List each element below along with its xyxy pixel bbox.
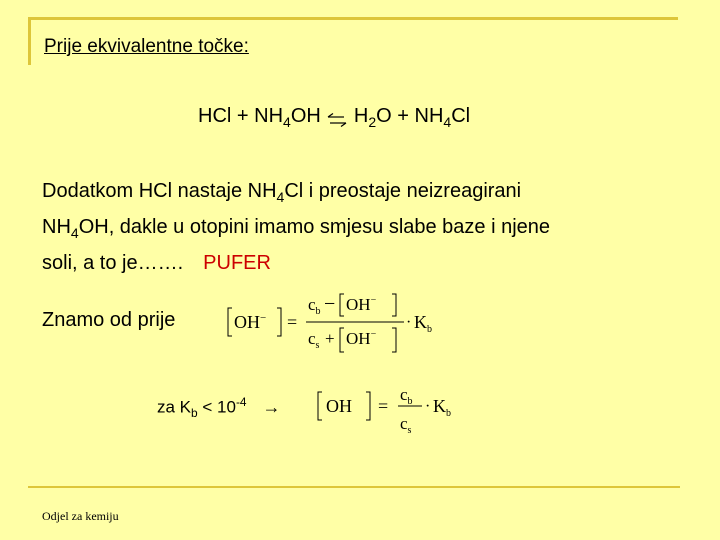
reaction-right: $H_2O + NH_4Cl$ (348, 105, 471, 130)
kb-condition: za $K_b < 10^{-4}$ → (157, 395, 281, 421)
svg-text:=: = (287, 312, 298, 332)
paragraph-line-1: Dodatkom HCl nastaje $NH_4Cl$ i preostaje neizreagirani (42, 180, 522, 205)
frame-left-line (28, 17, 31, 65)
reaction-left: HCl + $NH_4OH$ (198, 105, 327, 130)
svg-text:+: + (325, 329, 335, 348)
svg-text:Kb: $K_b$ (433, 396, 451, 419)
frame-bottom-line (28, 486, 680, 488)
svg-text:−: − (324, 293, 336, 315)
svg-text:OH−: OH− (346, 295, 377, 314)
svg-text:cb: $c_b$ (400, 385, 413, 407)
explanation-paragraph (42, 176, 702, 278)
frame-top-line (28, 17, 678, 20)
svg-text:cb: $c_b$ (308, 295, 321, 317)
svg-text:cs: $c_s$ (308, 329, 320, 351)
svg-text:·: · (406, 314, 412, 331)
footer-department: Odjel za kemiju (42, 509, 119, 523)
svg-text:cs: $c_s$ (400, 414, 412, 436)
right-arrow-icon: → (262, 396, 281, 417)
paragraph-line-2: $NH_4OH$, dakle u otopini imamo smjesu slabe baze i njene (42, 216, 551, 241)
formula-oh-simplified (312, 380, 472, 442)
known-label: Znamo od prije (42, 309, 176, 331)
svg-text:OH−: OH− (346, 329, 377, 348)
svg-text:Kb: $K_b$ (414, 312, 432, 335)
equilibrium-arrows-icon (326, 110, 348, 124)
svg-text:OH−: OH− (234, 312, 267, 332)
svg-text:·: · (425, 398, 431, 415)
svg-text:=: = (378, 396, 389, 416)
formula-oh-buffer (222, 286, 452, 358)
svg-text:OH: OH (326, 396, 352, 416)
pufer-highlight: PUFER (203, 252, 271, 274)
paragraph-line-3: soli, a to je……. PUFER (42, 252, 271, 274)
slide-title: Prije ekvivalentne točke: (44, 36, 249, 57)
reaction-equation (198, 105, 470, 130)
